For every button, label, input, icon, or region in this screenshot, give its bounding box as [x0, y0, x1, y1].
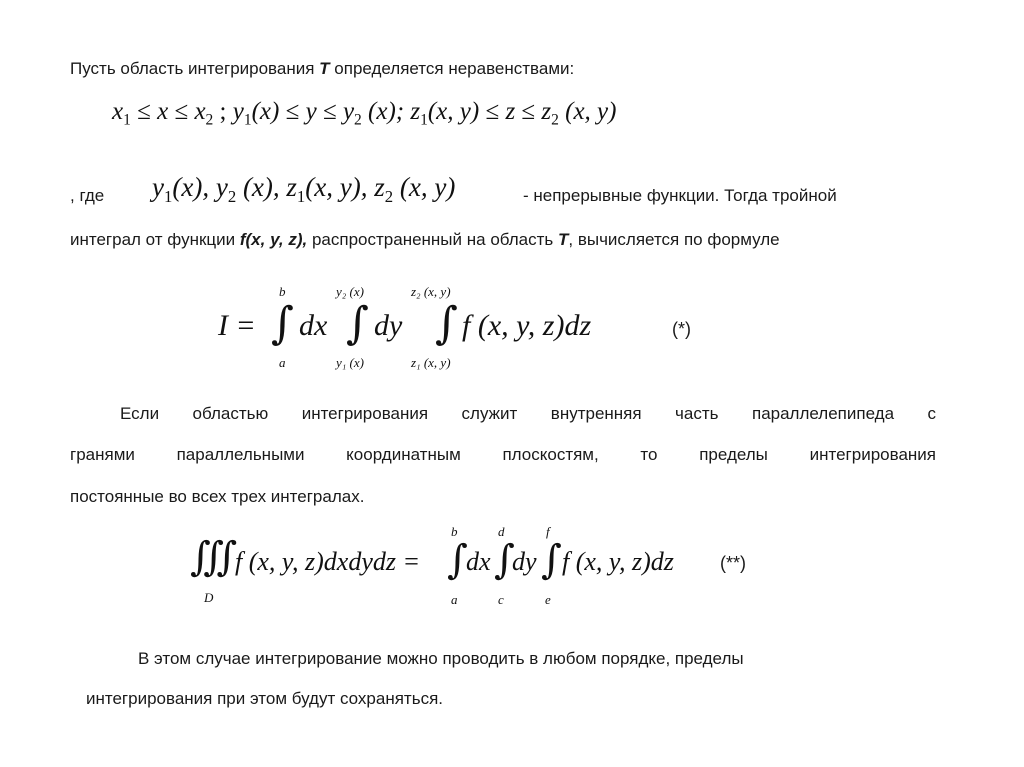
- paragraph-line: интегрирования при этом будут сохраняться.: [86, 689, 443, 708]
- paragraph-line: Если областью интегрирования служит внутренняя часть параллелепипеда с: [120, 404, 936, 423]
- region-symbol: T: [557, 230, 569, 249]
- intro-text-end: определяется неравенствами:: [329, 59, 575, 78]
- continuous-functions-text: - непрерывные функции. Тогда тройной: [523, 186, 837, 205]
- region-symbol: T: [319, 59, 330, 78]
- formula-label: (*): [672, 319, 691, 339]
- integral-description: интеграл от функции f(x, y, z), распространенный на область T, вычисляется по формуле: [70, 230, 780, 249]
- intro-text-start: Пусть область интегрирования: [70, 59, 320, 78]
- paragraph-line: постоянные во всех трех интегралах.: [70, 487, 365, 506]
- paragraph-line: В этом случае интегрирование можно проводить в любом порядке, пределы: [138, 649, 744, 668]
- formula-label: (**): [720, 553, 746, 573]
- integral-sign: ∫: [346, 298, 369, 349]
- inequalities-formula: $x_1 \le x \le x_2$ ; $y_1(x) \le y \le y_2$ (x); $z_1(x$, $y) \le z \le z_2$ (x, y): [112, 98, 617, 129]
- function-symbol: f(x, y, z),: [239, 230, 308, 249]
- functions-formula: $y_1(x)$, $y_2$ (x), $z_1(x$, y), $z_2$ (x, y): [152, 172, 456, 206]
- where-text: , где: [70, 186, 105, 205]
- integral-sign: ∫: [494, 537, 515, 583]
- integral-sign: ∫: [271, 298, 294, 349]
- integral-sign: ∫: [541, 537, 562, 583]
- triple-integral-sign: ∭: [190, 534, 232, 580]
- integral-sign: ∫: [435, 298, 458, 349]
- slide: Пусть область интегрирования T определяется неравенствами: $x_1 \le x \le x_2$ ; $y_1(x) \le y \le y_2$ (x); $z_1(x$, $y) \le z \le z_2$ (x, y) , где $y_1(x)$, $y_2$ (x), $z_1(x$, y), $z_2$ (x, y) - непрерывные функции. Тогда тройной интеграл от функции f(x, y, z), распространенный на область T, вычисляется по формуле I = b ∫ a dx y₂ (x) ∫ y₁ (x) dy z₂ (x, y) ∫ z₁ (x, y) f (x, y, z)dz (*) Если областью интегрирования служит внутренняя часть параллелепипеда с гранями параллельными координатным плоскостям, то пределы интегрирования постоянные во всех трех интегралах. ∭ D f (x, y, z)dxdydz = b ∫ a dx d ∫ c dy f ∫ e f (x, y, z)dz (**) В этом случае интегрирование можно проводить в любом порядке, пределы интегрирования при этом будут сохраняться.: [70, 59, 936, 708]
- paragraph-line: гранями параллельными координатным плоскостям, то пределы интегрирования: [70, 445, 936, 464]
- integral-sign: ∫: [447, 537, 468, 583]
- intro-text: [70, 58, 574, 80]
